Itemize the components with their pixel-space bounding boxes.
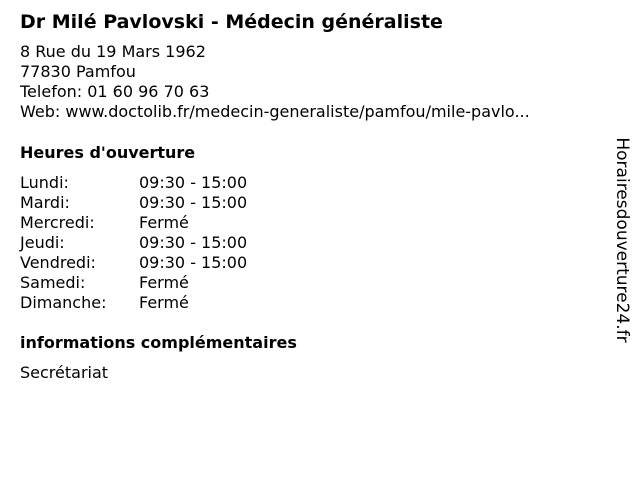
day-label: Samedi: xyxy=(20,273,86,292)
city-address: 77830 Pamfou xyxy=(20,62,136,81)
hours-heading: Heures d'ouverture xyxy=(20,143,196,162)
day-label: Mercredi: xyxy=(20,213,95,232)
additional-info-text: Secrétariat xyxy=(20,363,109,382)
day-label: Lundi: xyxy=(20,173,69,192)
day-label: Vendredi: xyxy=(20,253,96,272)
day-label: Mardi: xyxy=(20,193,70,212)
site-watermark: Horairesdouverture24.fr xyxy=(612,137,632,343)
day-label: Dimanche: xyxy=(20,293,107,312)
hours-row-wednesday xyxy=(20,213,595,233)
page-title: Dr Milé Pavlovski - Médecin généraliste xyxy=(20,11,443,33)
business-card xyxy=(20,10,595,383)
hours-value: 09:30 - 15:00 xyxy=(139,253,248,272)
additional-info-heading: informations complémentaires xyxy=(20,333,297,352)
street-address: 8 Rue du 19 Mars 1962 xyxy=(20,42,206,61)
address-block xyxy=(20,42,595,122)
hours-value: Fermé xyxy=(139,293,189,312)
phone-number: Telefon: 01 60 96 70 63 xyxy=(20,82,210,101)
hours-row-monday xyxy=(20,173,595,193)
hours-value: 09:30 - 15:00 xyxy=(139,233,248,252)
hours-row-sunday xyxy=(20,293,595,313)
hours-value: 09:30 - 15:00 xyxy=(139,193,248,212)
hours-value: Fermé xyxy=(139,273,189,292)
website-link[interactable]: Web: www.doctolib.fr/medecin-generaliste/pamfou/mile-pavlo... xyxy=(20,102,530,121)
hours-row-thursday xyxy=(20,233,595,253)
hours-value: 09:30 - 15:00 xyxy=(139,173,248,192)
hours-row-friday xyxy=(20,253,595,273)
hours-row-saturday xyxy=(20,273,595,293)
opening-hours-list xyxy=(20,173,595,313)
day-label: Jeudi: xyxy=(20,233,65,252)
hours-row-tuesday xyxy=(20,193,595,213)
hours-value: Fermé xyxy=(139,213,189,232)
